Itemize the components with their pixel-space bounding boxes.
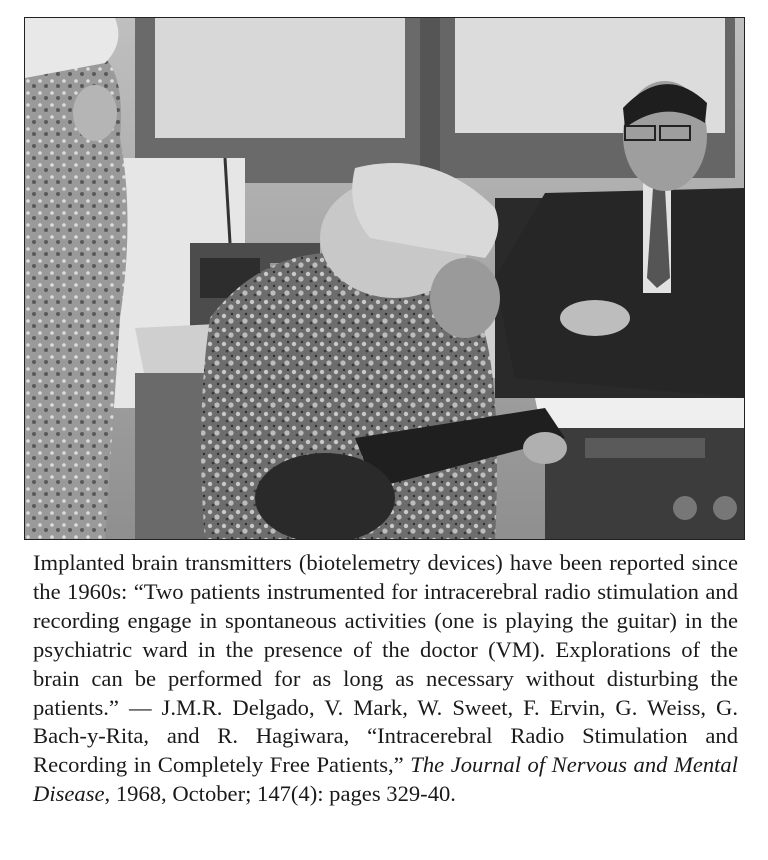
- caption-citation-tail: , 1968, October; 147(4): pages 329-40.: [104, 781, 456, 807]
- photo-caption: [33, 549, 738, 809]
- caption-journal-title: The Journal of Nervous and Mental Disease: [33, 752, 738, 807]
- photo-illustration: [25, 18, 745, 540]
- photograph: [24, 17, 745, 540]
- caption-main-text: Implanted brain transmitters (biotelemetry devices) have been reported since the 1960s: “Two patients instrumented for intracerebral radio stimulation and recording engage in spontaneous activities (one is playing the guitar) in the psychiatric ward in the presence of the doctor (VM). Explorations of the brain can be performed for as long as necessary without disturbing the patients.” — J.M.R. Delgado, V. Mark, W. Sweet, F. Ervin, G. Weiss, G. Bach-y-Rita, and R. Hagiwara, “Intracerebral Radio Stimulation and Recording in Completely Free Patients,”: [33, 550, 738, 778]
